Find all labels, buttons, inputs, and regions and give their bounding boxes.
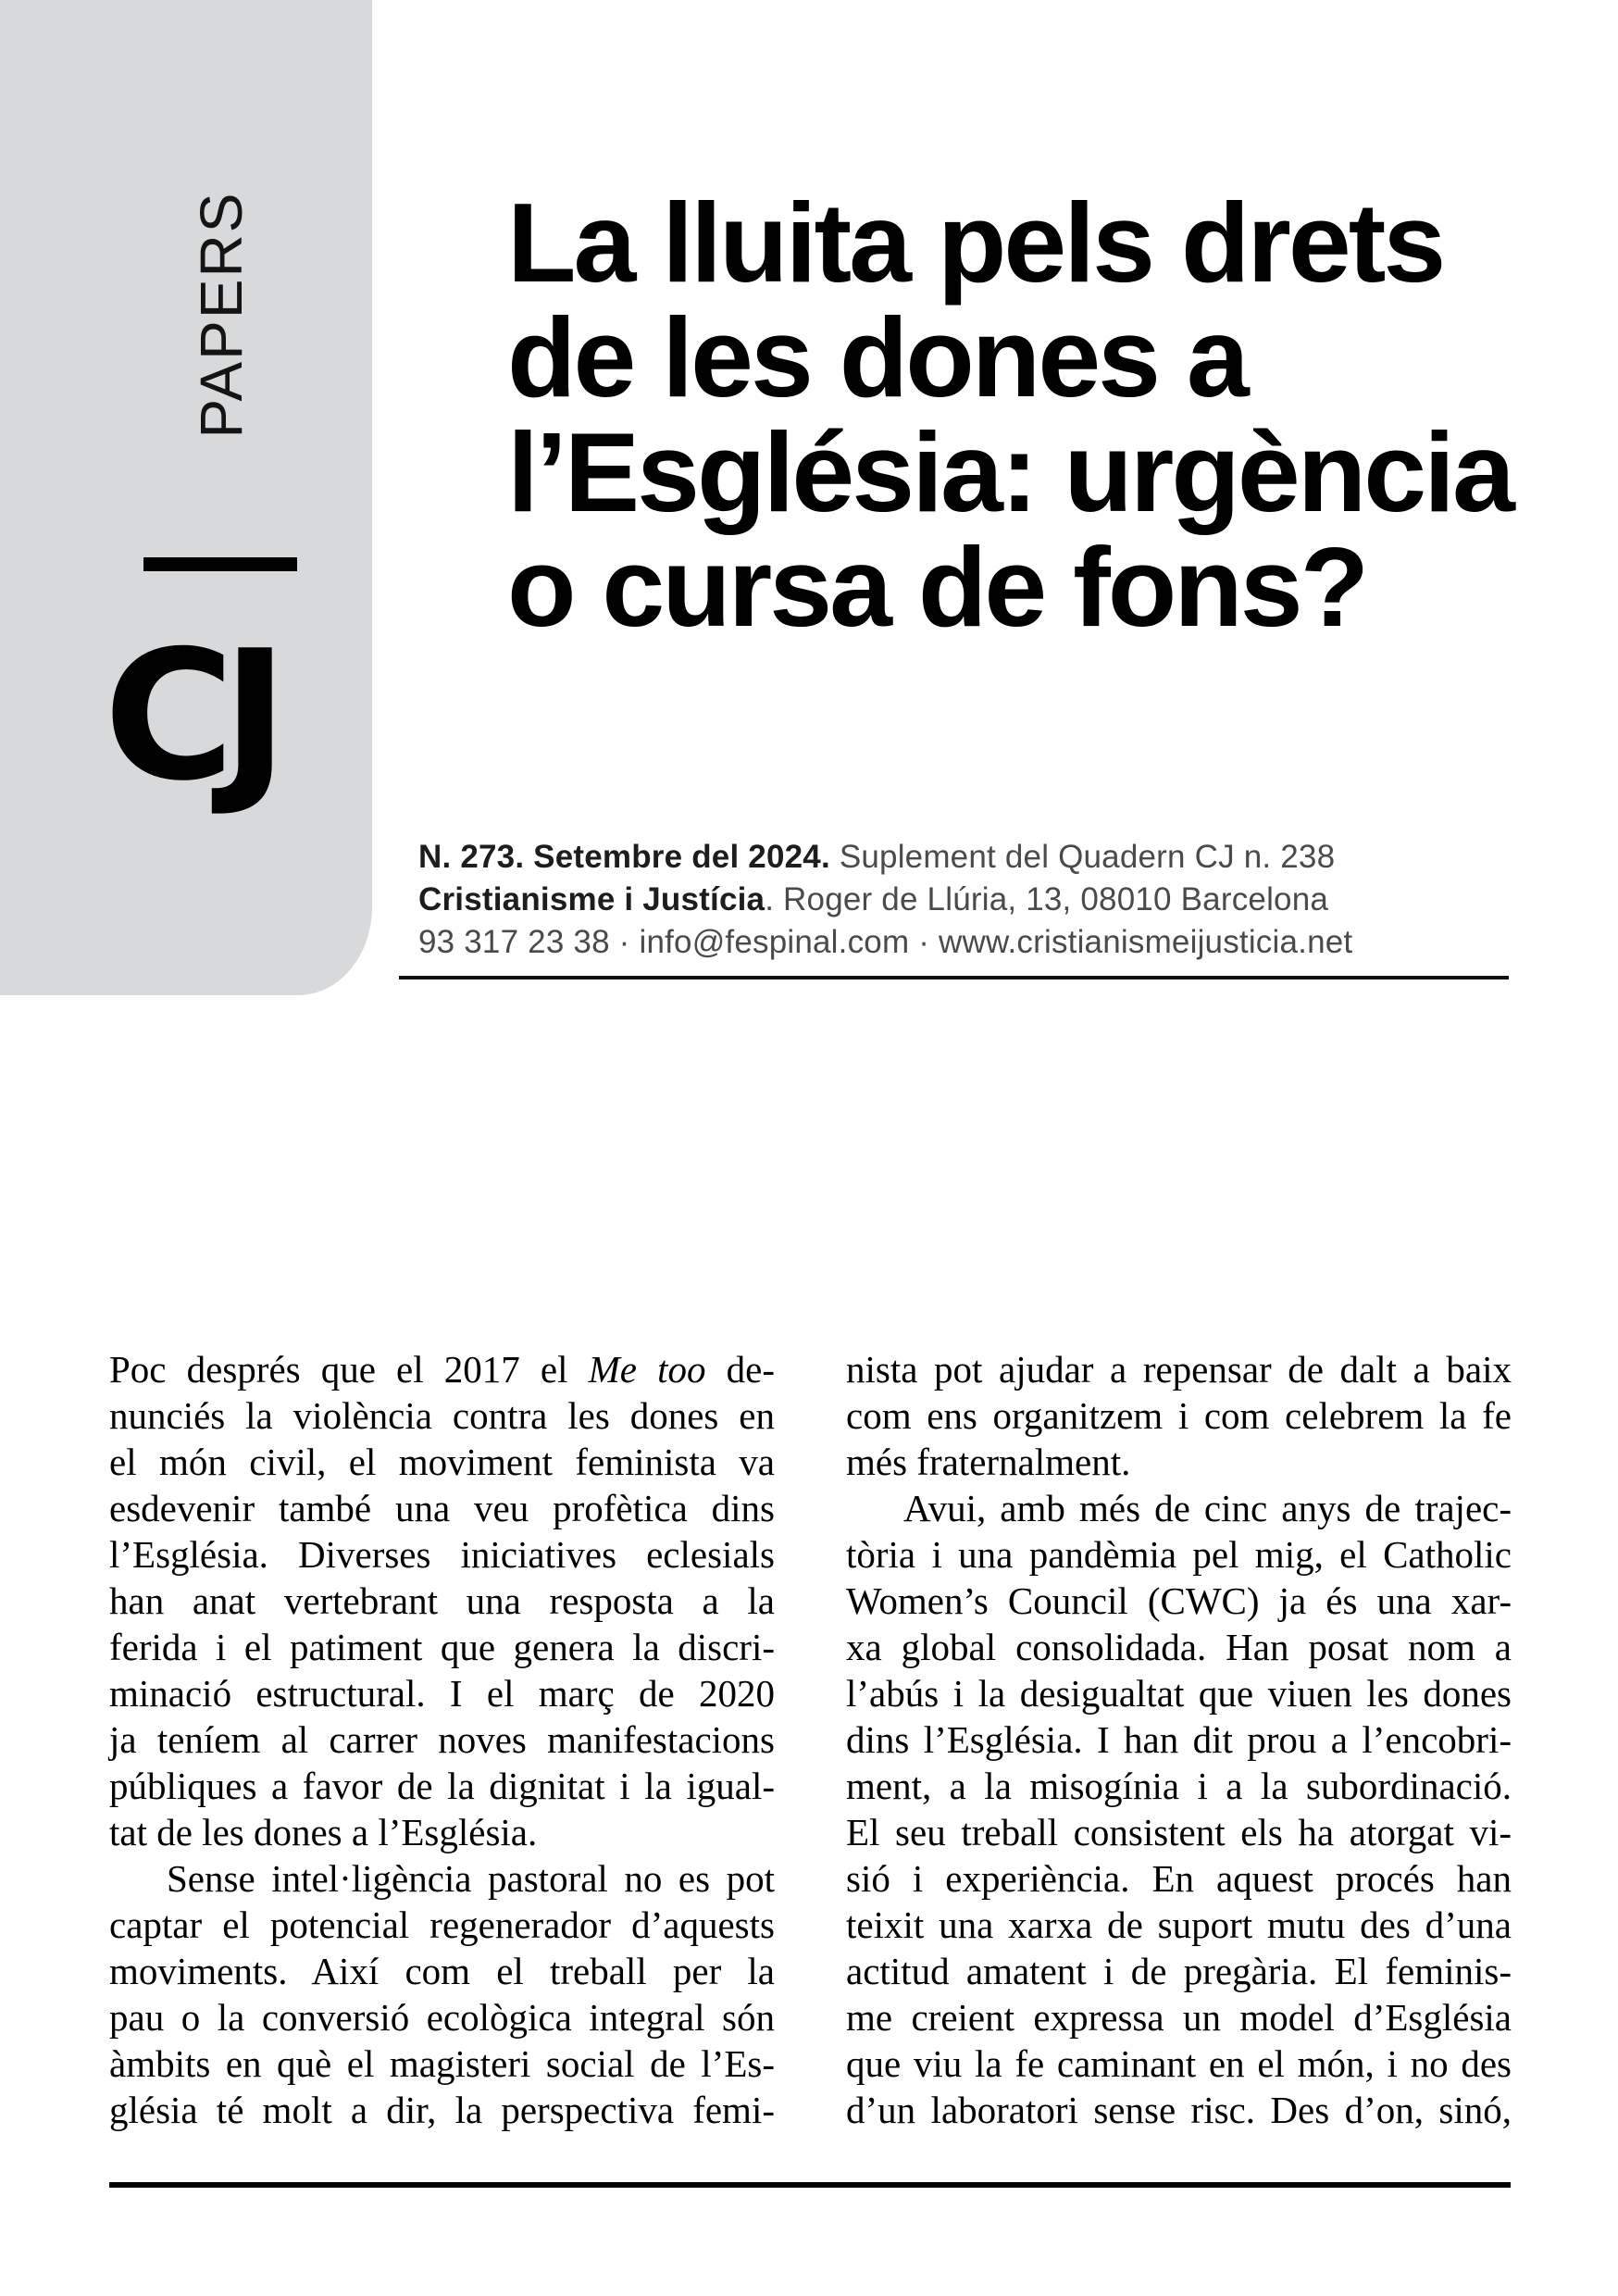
body-line — [109, 2040, 775, 2087]
body-text: Women’s Council (CWC) ja és una xar- — [846, 1579, 1512, 1622]
body-text: esdevenir també una veu profètica dins — [109, 1487, 775, 1529]
body-line — [846, 2040, 1512, 2087]
body-text: Poc després que el 2017 el — [109, 1348, 589, 1391]
body-line — [109, 1855, 775, 1902]
body-line — [109, 1670, 775, 1716]
meta-regular-text: Suplement del Quadern CJ n. 238 — [829, 839, 1336, 875]
body-line — [109, 1439, 775, 1485]
body-text: l’abús i la desigualtat que viuen les dones — [846, 1672, 1512, 1715]
body-text: nista pot ajudar a repensar de dalt a baix — [846, 1348, 1512, 1391]
body-text: com ens organitzem i com celebrem la fe — [846, 1394, 1512, 1437]
page-title — [507, 180, 1599, 650]
body-line — [109, 1485, 775, 1531]
body-line — [109, 1763, 775, 1809]
body-text: xa global consolidada. Han posat nom a — [846, 1626, 1512, 1668]
title-line: l’Església: urgència — [507, 409, 1512, 535]
body-text: minació estructural. I el març de 2020 — [109, 1672, 775, 1715]
body-text: que viu la fe caminant en el món, i no des — [846, 2042, 1512, 2085]
body-text: pau o la conversió ecològica integral són — [109, 1996, 775, 2039]
title-line: de les dones a — [507, 294, 1247, 420]
text-column — [846, 1346, 1512, 2133]
title-line: La lluita pels drets — [507, 180, 1444, 306]
publication-meta — [418, 836, 1529, 964]
body-text: ment, a la misogínia i a la subordinació. — [846, 1765, 1512, 1807]
body-text: me creient expressa un model d’Església — [846, 1996, 1512, 2039]
body-text: teixit una xarxa de suport mutu des d’una — [846, 1903, 1512, 1946]
article-body — [109, 1346, 1512, 2133]
body-line — [109, 1578, 775, 1624]
meta-bold-text: N. 273. Setembre del 2024. — [418, 839, 830, 875]
body-line — [846, 1948, 1512, 1994]
body-line — [109, 1392, 775, 1439]
body-text: captar el potencial regenerador d’aquests — [109, 1903, 775, 1946]
body-line — [846, 1763, 1512, 1809]
body-line — [109, 1531, 775, 1578]
body-line — [846, 2087, 1512, 2133]
body-line — [846, 1624, 1512, 1670]
meta-bold-text: Cristianisme i Justícia — [418, 881, 765, 917]
body-line — [846, 1994, 1512, 2040]
masthead-panel — [0, 0, 372, 995]
body-text: han anat vertebrant una resposta a la — [109, 1579, 775, 1622]
body-line — [109, 1902, 775, 1948]
body-text: d’un laboratori sense risc. Des d’on, sinó, — [846, 2089, 1512, 2131]
body-line — [109, 1948, 775, 1994]
text-column — [109, 1346, 775, 2133]
body-line — [846, 1531, 1512, 1578]
masthead-bar — [143, 557, 297, 571]
body-line — [846, 1670, 1512, 1716]
body-line — [846, 1809, 1512, 1855]
body-line — [109, 1994, 775, 2040]
body-text: el món civil, el moviment feminista va — [109, 1441, 775, 1483]
body-text: tat de les dones a l’Església. — [109, 1811, 538, 1853]
body-text: de- — [705, 1348, 775, 1391]
cj-logo: CJ — [104, 612, 276, 820]
body-line — [846, 1902, 1512, 1948]
body-text: sió i experiència. En aquest procés han — [846, 1857, 1512, 1900]
meta-regular-text: . Roger de Llúria, 13, 08010 Barcelona — [765, 881, 1329, 917]
meta-divider — [399, 976, 1509, 980]
brand-label: PAPERS — [188, 191, 255, 439]
meta-line — [418, 836, 1529, 879]
title-line: o cursa de fons? — [507, 524, 1367, 650]
meta-regular-text: 93 317 23 38 · info@fespinal.com · www.cristianismeijusticia.net — [418, 924, 1353, 960]
body-text: dins l’Església. I han dit prou a l’encobri- — [846, 1718, 1512, 1761]
body-text: El seu treball consistent els ha atorgat vi- — [846, 1811, 1512, 1853]
body-line — [109, 1346, 775, 1392]
body-line — [109, 1716, 775, 1763]
body-line — [109, 1624, 775, 1670]
meta-line — [418, 879, 1529, 921]
body-text: actitud amatent i de pregària. El feminis- — [846, 1950, 1512, 1992]
body-line — [846, 1716, 1512, 1763]
footer-divider — [109, 2182, 1511, 2188]
body-text: nunciés la violència contra les dones en — [109, 1394, 775, 1437]
body-text: públiques a favor de la dignitat i la igual- — [109, 1765, 775, 1807]
body-line — [846, 1392, 1512, 1439]
body-line — [846, 1855, 1512, 1902]
body-text: l’Església. Diverses iniciatives eclesials — [109, 1533, 775, 1576]
body-line — [109, 1809, 775, 1855]
body-text: més fraternalment. — [846, 1441, 1131, 1483]
body-text: tòria i una pandèmia pel mig, el Catholic — [846, 1533, 1512, 1576]
italic-text: Me too — [588, 1348, 706, 1391]
body-line — [846, 1485, 1512, 1531]
body-text: moviments. Així com el treball per la — [109, 1950, 775, 1992]
body-text: Avui, amb més de cinc anys de trajec- — [903, 1487, 1512, 1529]
body-text: àmbits en què el magisteri social de l’Es- — [109, 2042, 775, 2085]
body-line — [846, 1578, 1512, 1624]
meta-line — [418, 921, 1529, 964]
body-text: glésia té molt a dir, la perspectiva femi- — [109, 2089, 775, 2131]
body-line — [109, 2087, 775, 2133]
body-text: ferida i el patiment que genera la discri- — [109, 1626, 775, 1668]
body-text: ja teníem al carrer noves manifestacions — [109, 1718, 775, 1761]
body-text: Sense intel·ligència pastoral no es pot — [167, 1857, 775, 1900]
body-line — [846, 1439, 1512, 1485]
body-line — [846, 1346, 1512, 1392]
